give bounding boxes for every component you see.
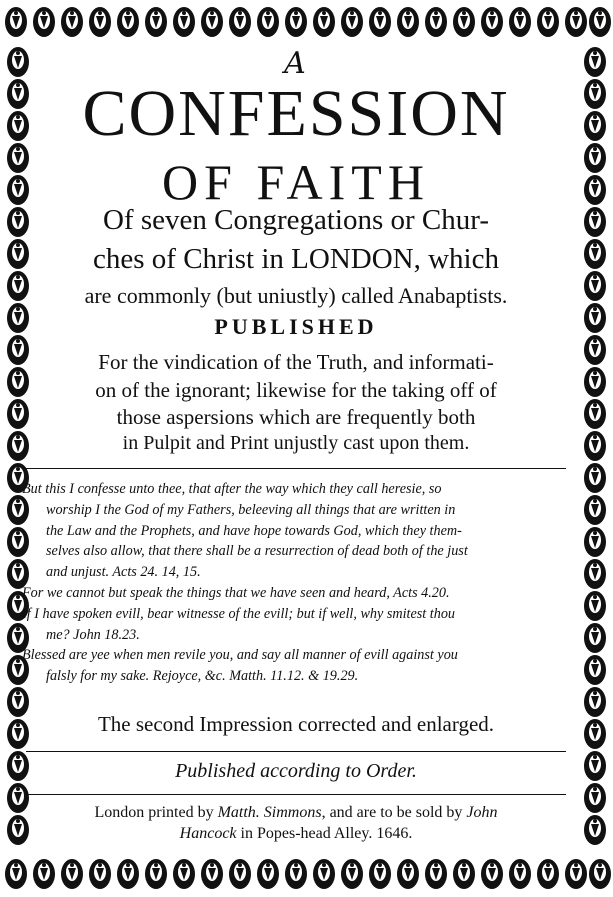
divider-rule xyxy=(26,794,566,795)
ornament-right-svg xyxy=(573,44,613,852)
description-line-1: Of seven Congregations or Chur- xyxy=(102,204,489,236)
printer-name: Matth. Simmons xyxy=(217,804,322,821)
imprint-text: , and are to be sold by xyxy=(321,804,467,821)
ornament-border-right xyxy=(573,44,613,852)
quote-line: For we cannot but speak the things that we have seen and heard, Acts 4.20. xyxy=(22,584,450,601)
quotation-2 xyxy=(22,583,570,604)
description-line-2: ches of Christ in LONDON, which xyxy=(93,243,499,275)
ornament-border-bottom xyxy=(0,852,613,897)
quote-line: If I have spoken evill, bear witnesse of the evill; but if well, why smitest thou xyxy=(22,605,456,622)
ornament-border-top xyxy=(0,0,613,44)
divider-rule xyxy=(26,751,566,752)
purpose-line-2: on of the ignorant; likewise for the taking off of xyxy=(95,378,497,402)
quotation-1-cont xyxy=(22,541,570,562)
imprint-text: London printed by xyxy=(94,804,218,821)
quotation-3-cont xyxy=(22,625,570,646)
imprint xyxy=(22,802,570,844)
imprint-line-2 xyxy=(22,823,570,844)
description-line-3: are commonly (but uniustly) called Anabaptists. xyxy=(84,283,508,308)
quotation-4 xyxy=(22,645,570,666)
quotation-3 xyxy=(22,604,570,625)
title-article: A xyxy=(284,46,308,81)
bookseller-surname: Hancock xyxy=(179,825,237,842)
quote-line: me? John 18.23. xyxy=(46,626,140,643)
title-page-content xyxy=(22,44,570,852)
quotation-4-cont xyxy=(22,666,570,687)
purpose-line-3: those aspersions which are frequently both xyxy=(116,405,476,429)
quotation-1 xyxy=(22,479,570,500)
quotation-1-cont xyxy=(22,562,570,583)
purpose-line-4: in Pulpit and Print unjustly cast upon them. xyxy=(122,432,470,454)
quote-line: selves also allow, that there shall be a resurrection of dead both of the just xyxy=(46,543,468,560)
title-main: CONFESSION xyxy=(82,77,510,150)
imprint-line-1 xyxy=(22,802,570,823)
bookseller-name: John xyxy=(466,804,498,821)
title-sub: OF FAITH xyxy=(162,154,430,210)
purpose-line-1: For the vindication of the Truth, and informati- xyxy=(98,350,494,374)
license-statement: Published according to Order. xyxy=(175,760,417,782)
edition-statement: The second Impression corrected and enlarged. xyxy=(97,712,495,736)
ornament-bottom-svg xyxy=(0,852,613,897)
quote-line: Blessed are yee when men revile you, and say all manner of evill against you xyxy=(22,647,458,664)
quote-line: But this I confesse unto thee, that after the way which they call heresie, so xyxy=(22,481,442,497)
published-heading: PUBLISHED xyxy=(214,314,378,339)
quote-line: falsly for my sake. Rejoyce, &c. Matth. 11.12. & 19.29. xyxy=(46,668,359,685)
ornament-top-svg xyxy=(0,0,613,44)
imprint-text: in Popes-head Alley. 1646. xyxy=(236,825,413,842)
quotation-1-cont xyxy=(22,521,570,542)
quotation-1-cont xyxy=(22,500,570,521)
divider-rule xyxy=(26,468,566,469)
quote-line: the Law and the Prophets, and have hope towards God, which they them- xyxy=(46,522,462,539)
quote-line: and unjust. Acts 24. 14, 15. xyxy=(46,564,201,581)
quote-line: worship I the God of my Fathers, beleeving all things that are written in xyxy=(46,501,456,518)
scripture-quotations xyxy=(22,479,570,687)
